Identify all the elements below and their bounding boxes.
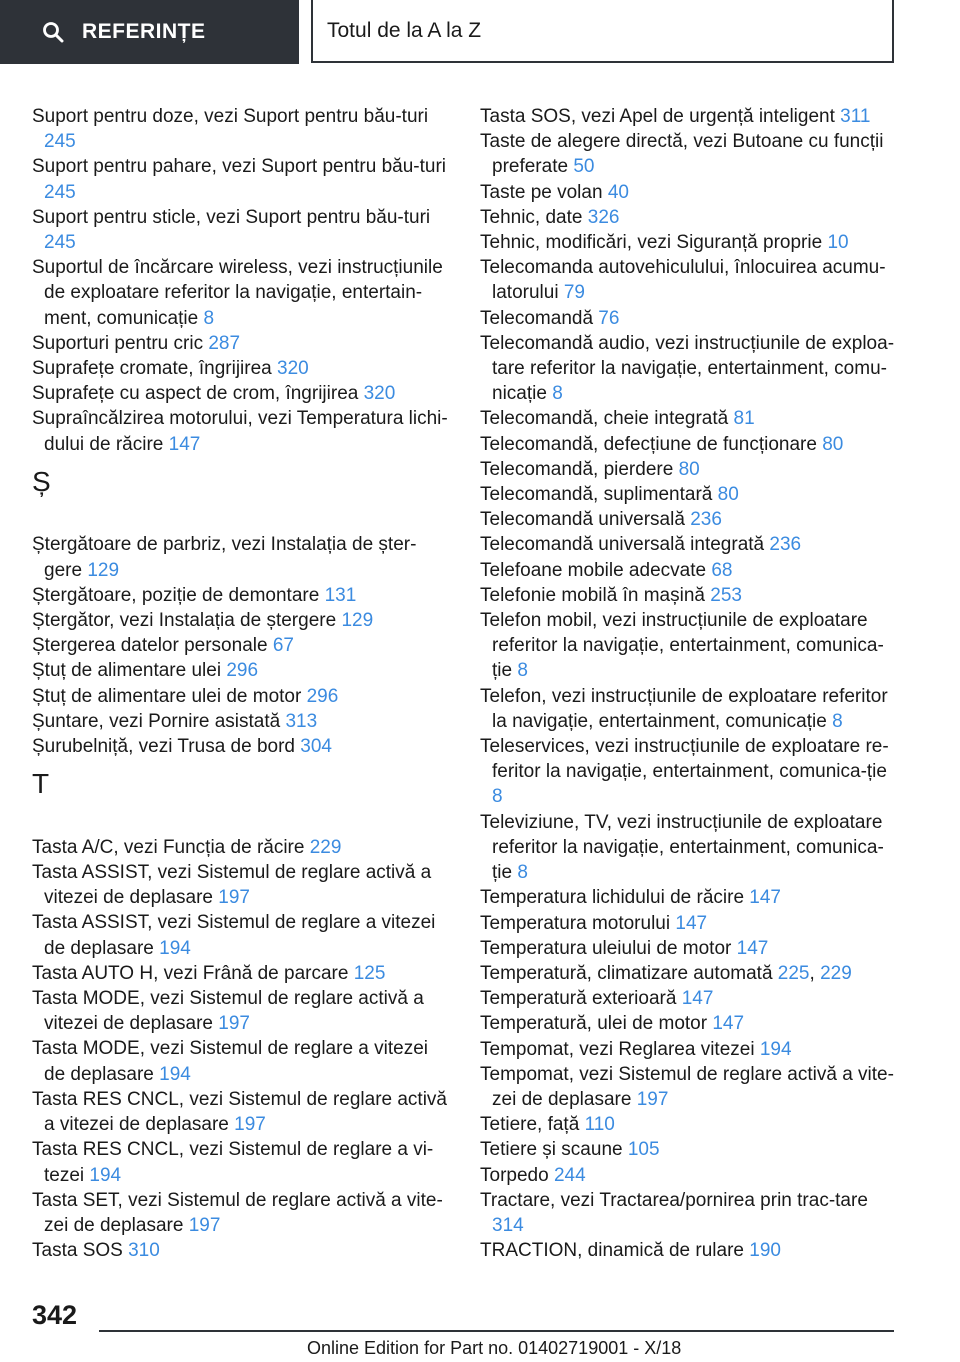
index-entry-text: Suporturi pentru cric xyxy=(32,332,209,354)
page-reference-link[interactable]: 229 xyxy=(820,962,852,984)
index-entry xyxy=(32,709,452,734)
index-entry-text: Tempomat, vezi Sistemul de reglare activă a vite-zei de deplasare xyxy=(480,1063,894,1110)
index-entry xyxy=(480,532,900,557)
index-entry-text: Supraîncălzirea motorului, vezi Temperatura lichi-dului de răcire xyxy=(32,408,448,455)
page-reference-link[interactable]: 80 xyxy=(678,458,700,480)
index-entry xyxy=(32,1036,452,1086)
index-entry xyxy=(480,1011,900,1036)
index-entry-text: Telefonie mobilă în mașină xyxy=(480,584,711,606)
page-reference-link[interactable]: 79 xyxy=(563,282,585,304)
page-reference-link[interactable]: 131 xyxy=(324,584,357,606)
index-entry-text: Tractare, vezi Tractarea/pornirea prin trac-tare xyxy=(480,1189,868,1211)
index-entry xyxy=(480,583,900,608)
index-entry xyxy=(480,507,900,532)
index-entry-text: Telecomanda autovehiculului, înlocuirea acumu-latorului xyxy=(480,257,886,304)
index-entry-text: Ștergătoare, poziție de demontare xyxy=(32,584,325,606)
index-entry-text: Suport pentru doze, vezi Suport pentru bău-turi xyxy=(32,106,429,127)
page-reference-link[interactable]: 147 xyxy=(168,433,201,455)
index-entry xyxy=(480,180,900,205)
index-entry xyxy=(480,911,900,936)
index-entry-text: Telecomandă, suplimentară xyxy=(480,484,718,506)
index-entry xyxy=(32,1137,452,1187)
page-reference-link[interactable]: 197 xyxy=(636,1088,669,1110)
index-entry-text: Tasta SOS, vezi Apel de urgență inteligent xyxy=(480,106,841,127)
references-label: REFERINȚE xyxy=(82,20,206,43)
index-entry-text: Tehnic, modificări, vezi Siguranță proprie xyxy=(480,232,828,254)
index-entry xyxy=(32,1087,452,1137)
page-reference-link[interactable]: 8 xyxy=(552,383,563,405)
index-entry xyxy=(480,104,900,129)
index-entry xyxy=(32,356,452,381)
page-reference-link[interactable]: 326 xyxy=(587,206,620,228)
page-separator: , xyxy=(809,962,821,984)
index-entry-text: Tasta ASSIST, vezi Sistemul de reglare activă a vitezei de deplasare xyxy=(32,862,432,909)
index-entry-text: Telecomandă universală integrată xyxy=(480,534,770,556)
page-reference-link[interactable]: 245 xyxy=(44,131,76,153)
page-reference-link[interactable]: 194 xyxy=(759,1038,792,1060)
index-entry xyxy=(480,230,900,255)
index-entry xyxy=(480,432,900,457)
index-entry-text: Șurubelniță, vezi Trusa de bord xyxy=(32,736,301,758)
index-entry xyxy=(480,406,900,431)
page-reference-link[interactable]: 8 xyxy=(203,307,215,329)
page-reference-link[interactable]: 310 xyxy=(128,1240,160,1262)
index-entry-text: Taste pe volan xyxy=(480,181,608,203)
index-entry xyxy=(480,1112,900,1137)
index-entry xyxy=(480,457,900,482)
index-entry-text: Telecomandă audio, vezi instrucțiunile de exploa-tare referitor la navigație, entertainment, comu-nicație xyxy=(480,332,895,405)
page-reference-link[interactable]: 10 xyxy=(827,232,849,254)
index-entry xyxy=(480,1037,900,1062)
page-reference-link[interactable]: 147 xyxy=(736,937,769,959)
index-entry xyxy=(32,255,452,331)
index-entry-text: Ștuț de alimentare ulei de motor xyxy=(32,685,307,707)
index-entry-text: Temperatura uleiului de motor xyxy=(480,937,737,959)
top-bar xyxy=(0,0,960,66)
index-entry xyxy=(32,104,452,154)
page-reference-link[interactable]: 147 xyxy=(749,887,781,909)
index-entry xyxy=(32,910,452,960)
page-reference-link[interactable]: 304 xyxy=(300,736,332,758)
section-title-tab[interactable] xyxy=(311,0,894,63)
index-entry xyxy=(480,205,900,230)
index-entry xyxy=(480,331,900,407)
page-reference-link[interactable]: 129 xyxy=(87,559,120,581)
index-entry xyxy=(32,684,452,709)
index-entry xyxy=(32,734,452,759)
index-entry-text: Telefon, vezi instrucțiunile de exploatare referitor la navigație, entertainment, comunicație xyxy=(480,685,888,732)
page-reference-link[interactable]: 147 xyxy=(712,1013,745,1035)
index-entry-text: Suport pentru pahare, vezi Suport pentru bău-turi xyxy=(32,156,447,178)
page-reference-link[interactable]: 287 xyxy=(208,332,241,354)
index-entry-text: Suport pentru sticle, vezi Suport pentru bău-turi xyxy=(32,206,431,228)
index-entry-text: Telecomandă, defecțiune de funcționare xyxy=(480,433,823,455)
index-entry-text: Tasta SET, vezi Sistemul de reglare activă a vite-zei de deplasare xyxy=(32,1189,443,1236)
index-entry-text: Tasta RES CNCL, vezi Sistemul de reglare activă a vitezei de deplasare xyxy=(32,1088,447,1136)
index-entry xyxy=(480,986,900,1011)
index-entry xyxy=(32,154,452,204)
index-entry-text: Tasta AUTO H, vezi Frână de parcare xyxy=(32,962,354,984)
page-reference-link[interactable]: 67 xyxy=(272,635,294,657)
page-reference-link[interactable]: 313 xyxy=(285,710,318,732)
index-entry-text: Temperatură, climatizare automată xyxy=(480,962,778,984)
page-reference-link[interactable]: 8 xyxy=(517,862,528,884)
page-reference-link[interactable]: 320 xyxy=(363,383,396,405)
index-entry-text: Ștergătoare de parbriz, vezi Instalația de șter-gere xyxy=(32,534,417,581)
index-entry xyxy=(32,633,452,658)
index-entry-text: Tasta RES CNCL, vezi Sistemul de reglare a vi-tezei xyxy=(32,1139,434,1186)
index-entry xyxy=(480,961,900,986)
references-tab[interactable] xyxy=(0,0,299,64)
page-reference-link[interactable]: 197 xyxy=(218,1013,250,1035)
index-entry-text: TRACTION, dinamică de rulare xyxy=(480,1240,750,1262)
index-entry xyxy=(32,1238,452,1263)
page-reference-link[interactable]: 245 xyxy=(44,232,76,254)
page-reference-link[interactable]: 245 xyxy=(44,181,76,203)
page-reference-link[interactable]: 40 xyxy=(607,181,629,203)
page-reference-link[interactable]: 197 xyxy=(188,1214,221,1236)
page-reference-link[interactable]: 253 xyxy=(710,584,742,606)
page-reference-link[interactable]: 147 xyxy=(681,988,714,1010)
index-entry xyxy=(480,1163,900,1188)
index-entry-text: Tasta ASSIST, vezi Sistemul de reglare a vitezei de deplasare xyxy=(32,912,436,959)
search-icon xyxy=(42,21,64,43)
index-entry-text: Teleservices, vezi instrucțiunile de exploatare re-feritor la navigație, entertainment, comunica-ție xyxy=(480,736,889,783)
index-entry-text: Suportul de încărcare wireless, vezi instrucțiunile de exploatare referitor la navigație, entertain-ment, comunicație xyxy=(32,257,443,329)
index-entry xyxy=(480,810,900,886)
page-reference-link[interactable]: 197 xyxy=(234,1114,266,1136)
index-entry-text: Suprafețe cu aspect de crom, îngrijirea xyxy=(32,383,364,405)
index-entry xyxy=(480,558,900,583)
page-reference-link[interactable]: 50 xyxy=(573,156,595,178)
index-entry-text: Șuntare, vezi Pornire asistată xyxy=(32,710,286,732)
index-entry xyxy=(32,608,452,633)
page-reference-link[interactable]: 197 xyxy=(218,887,250,909)
page-reference-link[interactable]: 110 xyxy=(584,1114,615,1136)
index-entry xyxy=(480,936,900,961)
index-entry-text: Temperatură, ulei de motor xyxy=(480,1013,713,1035)
index-entry xyxy=(32,381,452,406)
page-reference-link[interactable]: 125 xyxy=(353,962,386,984)
footer-divider xyxy=(99,1330,894,1332)
page-reference-link[interactable]: 147 xyxy=(675,912,708,934)
index-entry xyxy=(32,331,452,356)
page-reference-link[interactable]: 8 xyxy=(492,786,503,808)
index-entry xyxy=(32,961,452,986)
index-entry xyxy=(480,1137,900,1162)
index-entry xyxy=(480,734,900,810)
page-reference-link[interactable]: 236 xyxy=(769,534,802,556)
index-entry-text: Suprafețe cromate, îngrijirea xyxy=(32,358,278,380)
page-reference-link[interactable]: 80 xyxy=(822,433,844,455)
index-entry-text: Tasta SOS xyxy=(32,1240,129,1262)
page-reference-link[interactable]: 81 xyxy=(733,408,755,430)
page-reference-link[interactable]: 129 xyxy=(341,610,374,632)
index-entry xyxy=(32,986,452,1036)
index-entry-text: Tasta MODE, vezi Sistemul de reglare a vitezei de deplasare xyxy=(32,1038,428,1085)
index-entry-text: Telefoane mobile adecvate xyxy=(480,559,712,581)
page-reference-link[interactable]: 76 xyxy=(598,307,620,329)
index-entry xyxy=(480,129,900,179)
index-entry-text: Ștergerea datelor personale xyxy=(32,635,273,657)
index-entry-text: Temperatura motorului xyxy=(480,912,676,934)
index-entry xyxy=(32,406,452,456)
page-reference-link[interactable]: 229 xyxy=(309,836,342,858)
index-entry xyxy=(480,482,900,507)
index-entry-text: Tehnic, date xyxy=(480,206,588,228)
index-entry-text: Ștuț de alimentare ulei xyxy=(32,660,227,682)
edition-text: Online Edition for Part no. 01402719001 - X/18 xyxy=(307,1338,682,1358)
page-reference-link[interactable]: 8 xyxy=(832,710,843,732)
section-title: Totul de la A la Z xyxy=(327,18,482,42)
page-reference-link[interactable]: 194 xyxy=(159,1063,191,1085)
index-entry-text: Televiziune, TV, vezi instrucțiunile de exploatare referitor la navigație, entertainment, comunica-ție xyxy=(480,811,884,884)
index-entry xyxy=(32,860,452,910)
page-reference-link[interactable]: 320 xyxy=(277,358,309,380)
page-reference-link[interactable]: 8 xyxy=(517,660,528,682)
index-entry-text: Tempomat, vezi Reglarea vitezei xyxy=(480,1038,760,1060)
index-entry xyxy=(32,1188,452,1238)
index-entry-text: Tetiere, față xyxy=(480,1114,585,1136)
page-reference-link[interactable]: 190 xyxy=(749,1240,781,1262)
index-entry-text: Torpedo xyxy=(480,1164,554,1186)
page-reference-link[interactable]: 194 xyxy=(159,937,191,959)
index-entry xyxy=(480,1188,900,1238)
index-entry xyxy=(32,205,452,255)
index-entry xyxy=(480,608,900,684)
index-entry xyxy=(480,684,900,734)
page-reference-link[interactable]: 225 xyxy=(777,962,810,984)
page-reference-link[interactable]: 296 xyxy=(306,685,339,707)
index-letter-heading: T xyxy=(32,768,50,800)
page-reference-link[interactable]: 80 xyxy=(717,484,739,506)
page-reference-link[interactable]: 296 xyxy=(226,660,259,682)
index-entry-text: Telecomandă, pierdere xyxy=(480,458,679,480)
index-column-right xyxy=(480,104,900,1263)
page-reference-link[interactable]: 244 xyxy=(553,1164,586,1186)
index-entry-text: Telefon mobil, vezi instrucțiunile de exploatare referitor la navigație, entertainment, comunica-ție xyxy=(480,610,884,682)
index-entry-text: Temperatura lichidului de răcire xyxy=(480,887,750,909)
page-reference-link[interactable]: 194 xyxy=(89,1164,122,1186)
index-entry-text: Ștergător, vezi Instalația de ștergere xyxy=(32,610,342,632)
index-entry-text: Telecomandă xyxy=(480,307,599,329)
index-entry xyxy=(32,583,452,608)
index-entry xyxy=(32,835,452,860)
index-entry-text: Temperatură exterioară xyxy=(480,988,682,1010)
index-entry xyxy=(32,532,452,582)
page-reference-link[interactable]: 68 xyxy=(711,559,733,581)
index-entry-text: Telecomandă universală xyxy=(480,509,691,531)
index-entry-text: Tasta A/C, vezi Funcția de răcire xyxy=(32,836,310,858)
index-entry xyxy=(480,1238,900,1263)
index-column-left xyxy=(32,104,452,1263)
index-entry xyxy=(480,885,900,910)
index-letter-heading: Ș xyxy=(32,465,51,497)
index-entry xyxy=(480,1062,900,1112)
index-entry-text: Taste de alegere directă, vezi Butoane cu funcții preferate xyxy=(480,131,884,178)
page-reference-link[interactable]: 314 xyxy=(492,1214,524,1236)
index-entry-text: Tetiere și scaune xyxy=(480,1139,628,1161)
page-reference-link[interactable]: 236 xyxy=(690,509,722,531)
index-entry xyxy=(480,306,900,331)
index-entry xyxy=(32,658,452,683)
index-entry-text: Telecomandă, cheie integrată xyxy=(480,408,734,430)
page-reference-link[interactable]: 105 xyxy=(627,1139,660,1161)
page-reference-link[interactable]: 311 xyxy=(840,106,871,127)
page-number: 342 xyxy=(32,1300,78,1330)
index-entry-text: Tasta MODE, vezi Sistemul de reglare activă a vitezei de deplasare xyxy=(32,988,424,1035)
index-entry xyxy=(480,255,900,305)
